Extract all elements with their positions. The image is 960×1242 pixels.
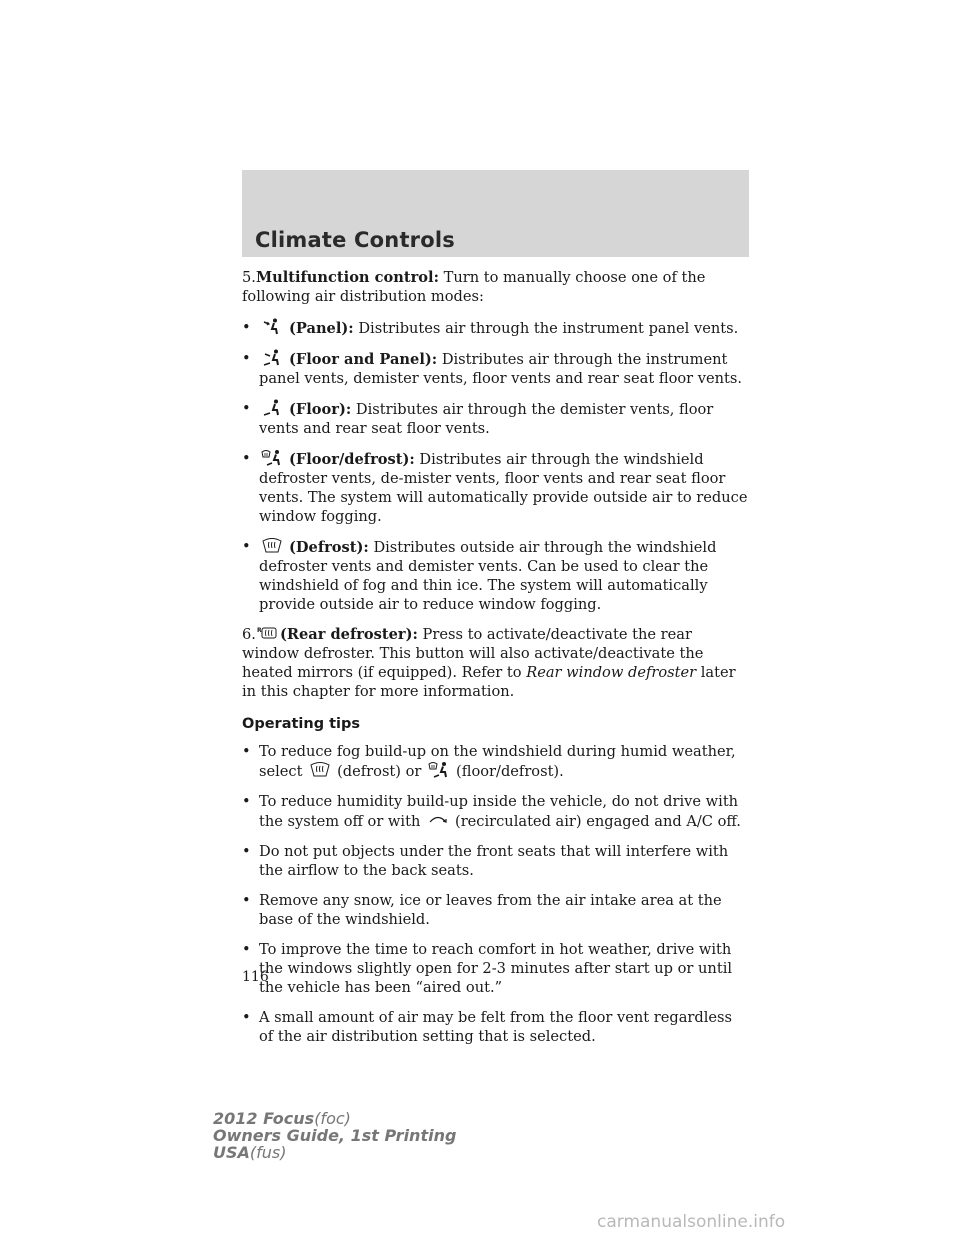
tip-1-text-b: (defrost) or [337,763,422,780]
section-title: Climate Controls [255,228,455,252]
tip-item: • A small amount of air may be felt from the floor vent regardless of the air distribution setting that is selected. [242,1009,733,1045]
mode-floor-and-panel-text: Distributes air through the instrument panel vents, demister vents, floor vents and rear seat floor vents. [259,351,743,387]
item-5-number: 5. [242,269,256,286]
item-5-label: Multifunction control: [255,269,439,286]
item-6-label: (Rear defroster): [279,626,418,643]
mode-floor-defrost-label: (Floor/defrost): [289,451,415,468]
recirculated-air-icon [427,811,449,829]
mode-floor-label: (Floor): [289,401,352,418]
rear-defroster-icon [257,626,277,641]
mode-floor-and-panel-label: (Floor and Panel): [289,351,438,368]
tip-item: • Do not put objects under the front seats that will interfere with the airflow to the back seats. [242,843,729,879]
edition-footer [213,1110,456,1161]
footer-market-code: (fus) [249,1143,287,1162]
tip-1-text-c: (floor/defrost). [456,763,564,780]
mode-floor-and-panel: • (Floor and Panel): Distributes air through the instrument panel vents, demister vents, floor vents and rear seat floor vents. [242,350,743,387]
tip-1-text-a: To reduce fog build-up on the windshield during humid weather, select [259,743,736,780]
item-5-text: Turn to manually choose one of the following air distribution modes: [242,269,706,305]
tip-text: A small amount of air may be felt from the floor vent regardless of the air distribution setting that is selected. [259,1009,733,1045]
footer-printing: Owners Guide, 1st Printing [213,1126,457,1145]
mode-panel-label: (Panel): [289,320,354,337]
floor-defrost-icon [261,449,283,467]
item-6-number: 6. [242,626,256,643]
tip-text: Remove any snow, ice or leaves from the air intake area at the base of the windshield. [259,892,722,928]
watermark: carmanualsonline.info [597,1212,786,1232]
mode-panel: • (Panel): Distributes air through the instrument panel vents. [242,319,739,337]
tip-text: Do not put objects under the front seats that will interfere with the airflow to the back seats. [259,843,729,879]
tip-2-text-a: To reduce humidity build-up inside the vehicle, do not drive with the system off or with [259,793,739,830]
floor-and-panel-vent-icon [261,349,283,367]
page-number: 116 [242,969,269,985]
operating-tips-heading: Operating tips [242,716,361,732]
tip-item: • Remove any snow, ice or leaves from the air intake area at the base of the windshield. [242,892,722,928]
tip-2-text-b: (recirculated air) engaged and A/C off. [455,813,741,830]
item-6-text-before: Press to activate/deactivate the rear window defroster. This button will also activate/deactivate the heated mirrors (if equipped). Refer to [242,626,704,681]
mode-defrost: • (Defrost): Distributes outside air through the windshield defroster vents and demister vents. Can be used to clear the windshield of fog and thin ice. The system will automatically provide outside air to reduce window fogging. [242,538,717,613]
page-content [242,268,750,1057]
mode-defrost-label: (Defrost): [289,539,369,556]
defrost-icon [309,761,331,779]
mode-floor-defrost: • (Floor/defrost): Distributes air through the windshield defroster vents, de-mister vents, floor vents and rear seat floor vents. The system will automatically provide outside air to reduce window fogging. [242,450,748,525]
footer-market: USA [213,1143,250,1162]
tip-item: • To reduce fog build-up on the windshield during humid weather, select (defrost) or (floor/defrost). [242,743,736,780]
floor-defrost-icon [428,761,450,779]
rear-window-defroster-reference: Rear window defroster [526,664,697,681]
tip-text: To improve the time to reach comfort in hot weather, drive with the windows slightly open for 2-3 minutes after start up or until the vehicle has been “aired out.” [259,941,733,996]
panel-vent-icon [261,318,283,336]
tip-item: • To improve the time to reach comfort in hot weather, drive with the windows slightly open for 2-3 minutes after start up or until the vehicle has been “aired out.” [242,941,733,996]
mode-defrost-text: Distributes outside air through the windshield defroster vents and demister vents. Can be used to clear the windshield of fog and thin ice. The system will automatically provide outside air to reduce window fogging. [259,539,717,613]
svg-text:R: R [256,627,262,634]
floor-vent-icon [261,399,283,417]
tip-item: • To reduce humidity build-up inside the vehicle, do not drive with the system off or with (recirculated air) engaged and A/C off. [242,793,741,830]
item-6-text-after: later in this chapter for more information. [242,664,736,700]
footer-model-code: (foc) [314,1109,351,1128]
mode-floor-text: Distributes air through the demister vents, floor vents and rear seat floor vents. [259,401,714,437]
defrost-icon [261,537,283,555]
footer-model: 2012 Focus [213,1109,315,1128]
item-6 [242,625,750,701]
mode-panel-text: Distributes air through the instrument panel vents. [358,320,739,337]
mode-floor: • (Floor): Distributes air through the demister vents, floor vents and rear seat floor vents. [242,400,714,437]
item-5 [242,268,750,306]
mode-floor-defrost-text: Distributes air through the windshield defroster vents, de-mister vents, floor vents and rear seat floor vents. The system will automatically provide outside air to reduce window fogging. [259,451,748,525]
